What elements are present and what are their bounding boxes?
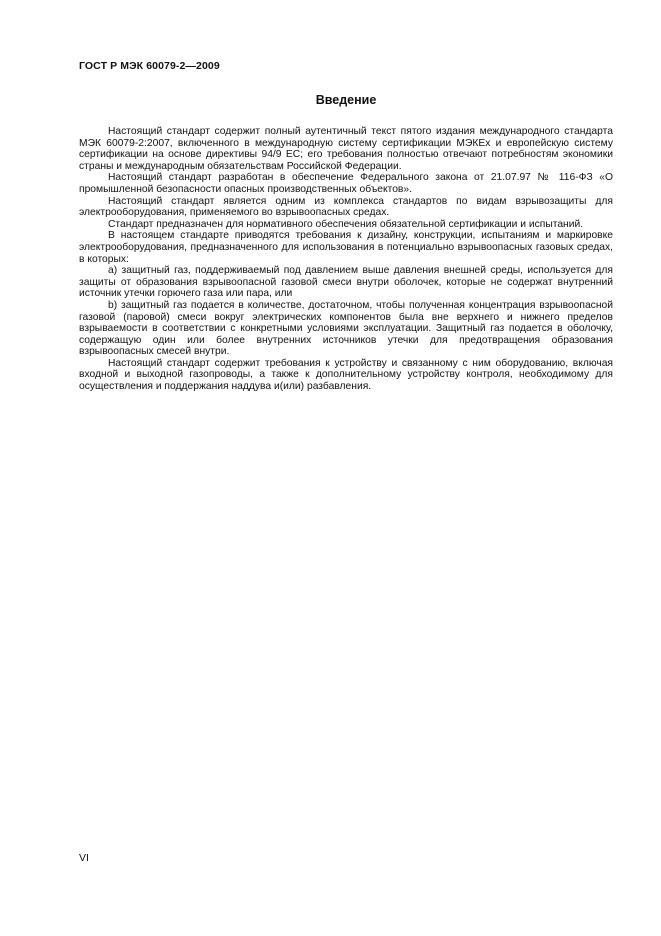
page-number: VI	[79, 852, 89, 864]
paragraph-1: Настоящий стандарт содержит полный аутентичный текст пятого издания международного стандарта МЭК 60079-2:2007, включенного в международную систему сертификации МЭКЕх и европейскую систему сертификации на основе директивы 94/9 ЕС; его требования полностью отвечают потребностям экономики страны и международным обязательствам Российской Федерации.	[79, 126, 613, 172]
list-item-a: a) защитный газ, поддерживаемый под давлением выше давления внешней среды, используется для защиты от образования взрывоопасной газовой смеси внутри оболочек, которые не содержат внутренний источник утечки горючего газа или пара, или	[79, 265, 613, 300]
paragraph-3: Настоящий стандарт является одним из комплекса стандартов по видам взрывозащиты для электрооборудования, применяемого во взрывоопасных средах.	[79, 195, 613, 219]
paragraph-6: Настоящий стандарт содержит требования к устройству и связанному с ним оборудованию, включая входной и выходной газопроводы, а также к дополнительному устройству контроля, необходимому для осуществления и поддержания наддува и(или) разбавления.	[79, 357, 613, 393]
paragraph-2: Настоящий стандарт разработан в обеспечение Федерального закона от 21.07.97 № 116-ФЗ «О промышленной безопасности опасных производственных объектов».	[79, 172, 613, 195]
paragraph-4: Стандарт предназначен для нормативного обеспечения обязательной сертификации и испытаний.	[108, 218, 584, 230]
paragraph-5: В настоящем стандарте приводятся требования к дизайну, конструкции, испытаниям и маркировке электрооборудования, предназначенного для использования в потенциально взрывоопасных газовых средах, в которых:	[79, 230, 613, 265]
body-text	[79, 126, 613, 393]
section-title: Введение	[315, 93, 377, 107]
document-header: ГОСТ Р МЭК 60079-2—2009	[79, 60, 220, 72]
list-item-b: b) защитный газ подается в количестве, достаточном, чтобы полученная концентрация взрывоопасной газовой (паровой) смеси вокруг электрических компонентов была вне верхнего и нижнего пределов взрываемости в соответствии с конкретными условиями эксплуатации. Защитный газ подается в оболочку, содержащую один или более внутренних источников утечки для предотвращения образования взрывоопасных смесей внутри.	[79, 299, 613, 358]
